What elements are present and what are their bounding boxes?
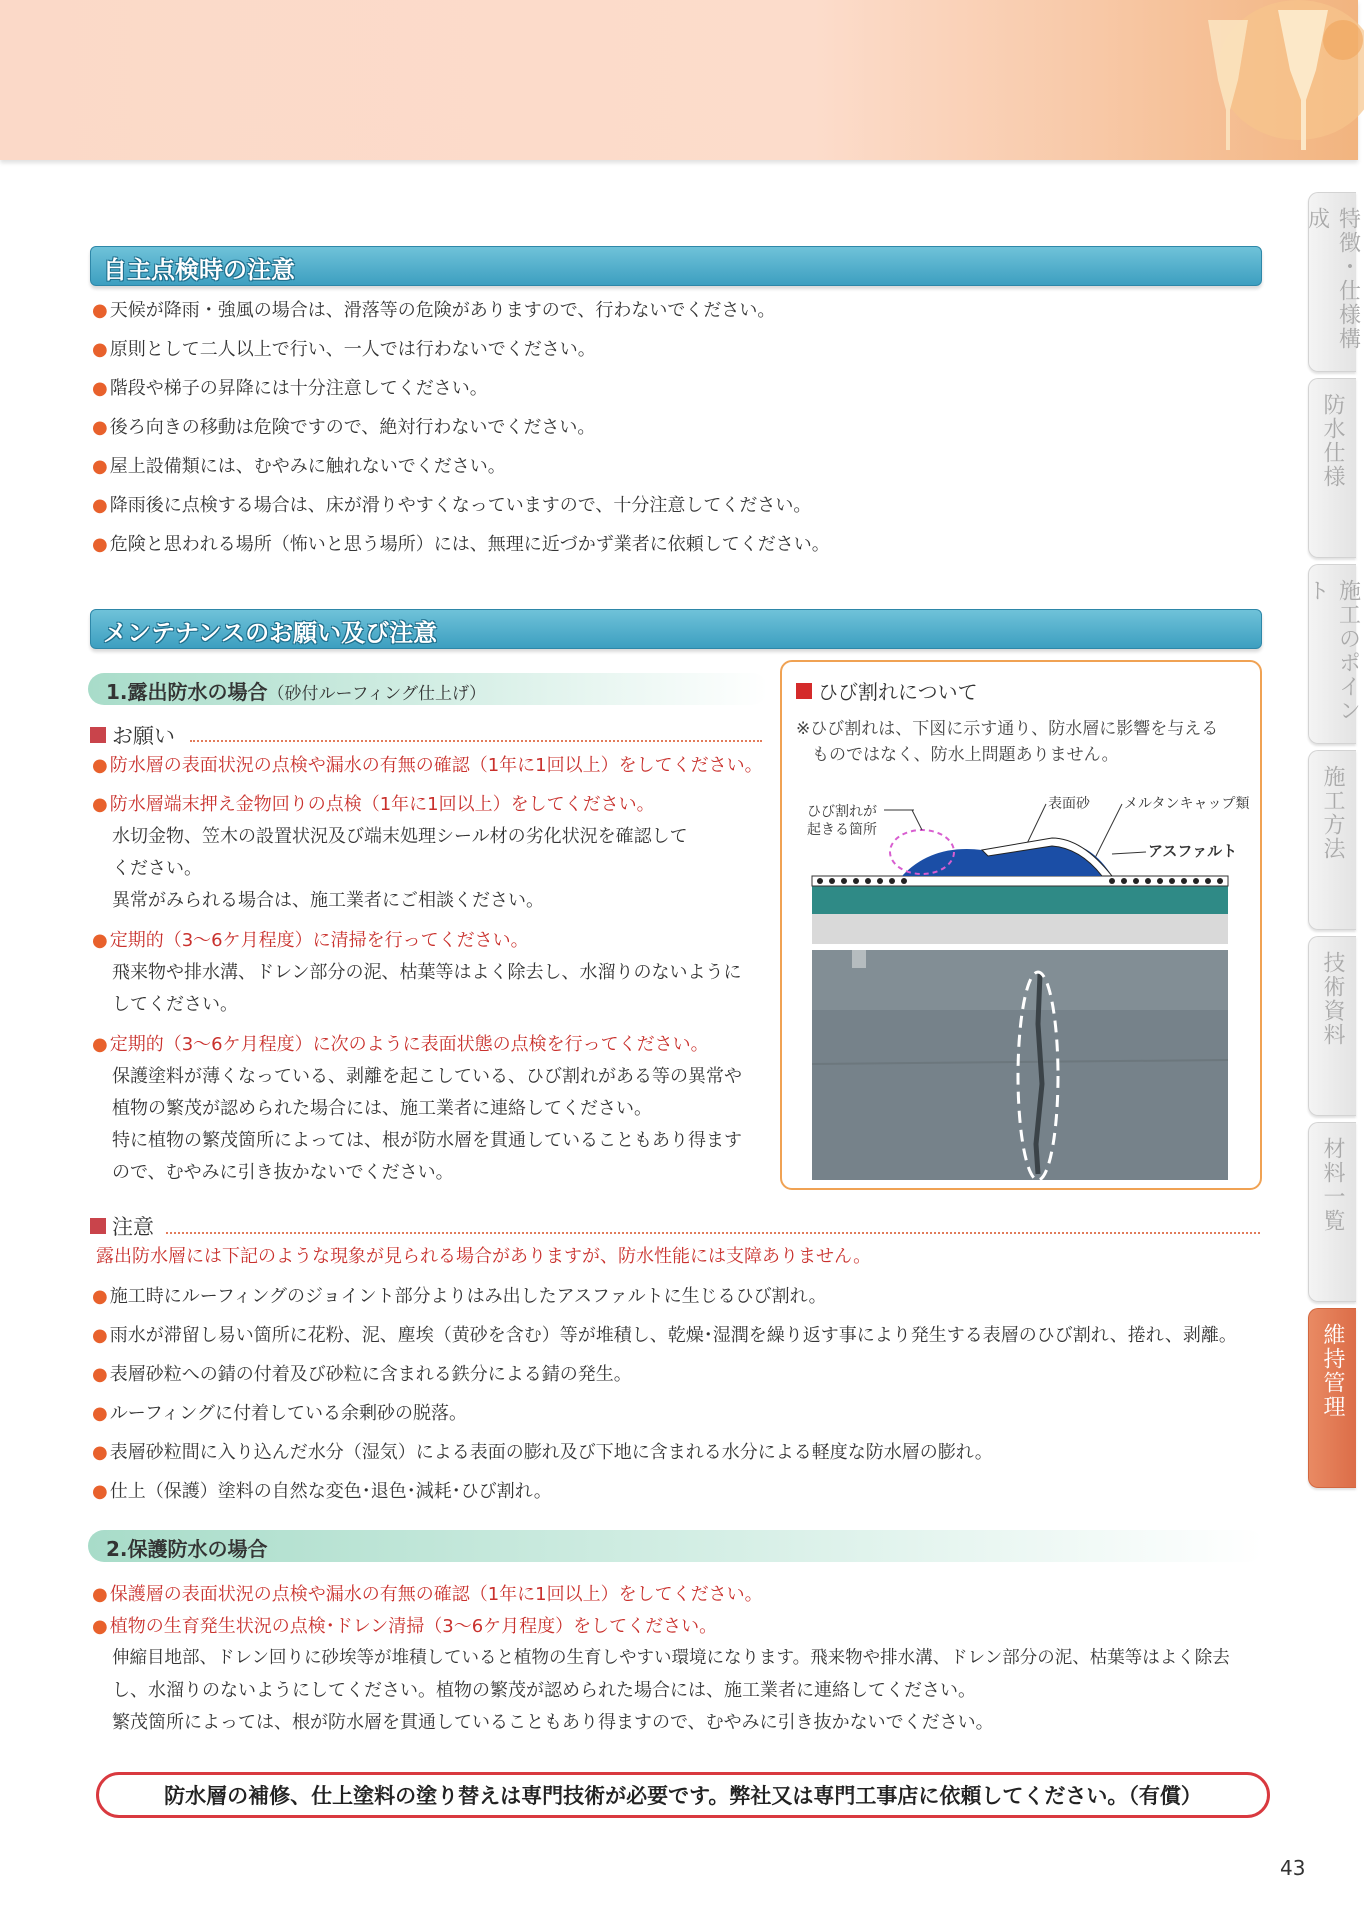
subsection-title [106,676,486,705]
list-item [92,1438,993,1464]
list-item [92,790,655,816]
bullet-icon: ● [92,417,108,438]
request-heading [90,720,175,750]
bullet-icon: ● [92,1034,108,1055]
side-tab-label: 技術資料 [1320,951,1345,1047]
paragraph-line: 異常がみられる場合は、施工業者にご相談ください。 [112,890,544,911]
crack-info-box [780,660,1262,1190]
subsection-title-main: 1.露出防水の場合 [106,680,268,704]
side-tab-label: 材料一覧 [1320,1137,1345,1233]
list-item-text: 雨水が滞留し易い箇所に花粉、泥、塵埃（黄砂を含む）等が堆積し、乾燥･湿潤を繰り返す事により発生する表層のひび割れ、捲れ、剥離。 [109,1325,1237,1346]
side-tab-label: 特徴・仕様構成 [1304,207,1361,351]
list-item [92,1399,467,1425]
side-tab-label: 防水仕様 [1320,393,1345,489]
list-item-text: 後ろ向きの移動は危険ですので、絶対行わないでください。 [109,417,596,438]
list-item [92,1282,827,1308]
header-band [0,0,1358,160]
list-item-text: 危険と思われる場所（怖いと思う場所）には、無理に近づかず業者に依頼してください。 [109,534,830,555]
label-crack-line2: 起きる箇所 [807,822,877,838]
closing-notice [96,1772,1270,1818]
bullet-icon: ● [92,300,108,321]
list-item-text: 防水層端末押え金物回りの点検（1年に1回以上）をしてください。 [109,794,655,815]
caution-lead: 露出防水層には下記のような現象が見られる場合がありますが、防水性能には支障ありません。 [96,1246,872,1267]
list-item [92,1580,763,1606]
side-tab-features[interactable] [1304,192,1361,372]
square-icon [90,1218,106,1234]
divider [190,740,762,742]
side-tab-method[interactable] [1308,750,1356,930]
subsection-header-exposed [88,673,768,705]
crack-title [796,676,978,705]
list-item [92,491,811,517]
bullet-icon: ● [92,534,108,555]
crack-note: ものではなく、防水上問題ありません。 [812,745,1119,765]
list-item [92,374,488,400]
list-item-text: ルーフィングに付着している余剰砂の脱落。 [109,1403,468,1424]
list-item [92,751,763,777]
paragraph-line: 繁茂箇所によっては、根が防水層を貫通していることもあり得ますので、むやみに引き抜かないでください。 [112,1712,994,1733]
list-item [92,926,529,952]
section-title: 自主点検時の注意 [103,256,295,284]
paragraph-line: 特に植物の繁茂箇所によっては、根が防水層を貫通していることもあり得ます [112,1130,742,1151]
square-icon [796,683,812,699]
section-header-maintenance [90,609,1262,649]
bullet-icon: ● [92,755,108,776]
caution-heading-text: 注意 [112,1215,154,1239]
paragraph-line: 伸縮目地部、ドレン回りに砂埃等が堆積していると植物の生育しやすい環境になります。飛来物や排水溝、ドレン部分の泥、枯葉等はよく除去 [112,1648,1230,1668]
list-item-text: 天候が降雨・強風の場合は、滑落等の危険がありますので、行わないでください。 [109,300,776,321]
side-tab-label: 施工のポイント [1304,579,1361,723]
list-item [92,335,596,361]
list-item [92,530,830,556]
paragraph-line: してください。 [112,994,238,1015]
crack-note: ※ひび割れは、下図に示す通り、防水層に影響を与える [796,719,1219,739]
bullet-icon: ● [92,930,108,951]
list-item-text: 表層砂粒間に入り込んだ水分（湿気）による表面の膨れ及び下地に含まれる水分による軽度な防水層の膨れ。 [109,1442,993,1463]
list-item-text: 施工時にルーフィングのジョイント部分よりはみ出したアスファルトに生じるひび割れ。 [109,1286,827,1307]
bullet-icon: ● [92,1584,108,1605]
label-crack-line1: ひび割れが [807,804,877,820]
paragraph-line: し、水溜りのないようにしてください。植物の繁茂が認められた場合には、施工業者に連絡してください。 [112,1680,976,1701]
list-item [92,1477,552,1503]
section-header-self-inspection [90,246,1262,286]
bullet-icon: ● [92,378,108,399]
request-heading-text: お願い [112,724,175,748]
list-item [92,452,506,478]
page-number: 43 [1280,1856,1306,1880]
list-item-text: 防水層の表面状況の点検や漏水の有無の確認（1年に1回以上）をしてください。 [109,755,763,776]
side-tab-technical[interactable] [1308,936,1356,1116]
list-item-text: 原則として二人以上で行い、一人では行わないでください。 [109,339,596,360]
bullet-icon: ● [92,456,108,477]
list-item-text: 階段や梯子の昇降には十分注意してください。 [109,378,488,399]
bullet-icon: ● [92,339,108,360]
label-surface-sand: 表面砂 [1048,796,1090,812]
paragraph-line: 水切金物、笠木の設置状況及び端末処理シール材の劣化状況を確認して [112,826,688,847]
side-tab-maintenance[interactable] [1308,1308,1356,1488]
caution-heading [90,1211,154,1241]
crack-cross-section-diagram [807,764,1250,1184]
bullet-icon: ● [92,1616,108,1637]
list-item [92,1360,632,1386]
list-item [92,1612,717,1638]
side-tab-materials[interactable] [1308,1122,1356,1302]
list-item-text: 植物の生育発生状況の点検･ドレン清掃（3～6ケ月程度）をしてください。 [109,1616,718,1637]
paragraph-line: 保護塗料が薄くなっている、剥離を起こしている、ひび割れがある等の異常や [112,1066,742,1087]
paragraph-line: ので、むやみに引き抜かないでください。 [112,1162,454,1183]
list-item-text: 仕上（保護）塗料の自然な変色･退色･減耗･ひび割れ。 [109,1481,552,1502]
bullet-icon: ● [92,495,108,516]
list-item-text: 保護層の表面状況の点検や漏水の有無の確認（1年に1回以上）をしてください。 [109,1584,763,1605]
list-item-text: 降雨後に点検する場合は、床が滑りやすくなっていますので、十分注意してください。 [109,495,812,516]
list-item [92,1030,709,1056]
divider [166,1232,1260,1234]
paragraph-line: 飛来物や排水溝、ドレン部分の泥、枯葉等はよく除去し、水溜りのないように [112,962,742,983]
paragraph-line: 植物の繁茂が認められた場合には、施工業者に連絡してください。 [112,1098,652,1119]
side-tab-label: 施工方法 [1320,765,1345,861]
square-icon [90,727,106,743]
subsection-title: 2.保護防水の場合 [106,1537,268,1561]
bullet-icon: ● [92,1286,108,1307]
closing-notice-text: 防水層の補修、仕上塗料の塗り替えは専門技術が必要です。弊社又は専門工事店に依頼してください。（有償） [164,1784,1202,1808]
list-item [92,1321,1237,1347]
side-tab-label: 維持管理 [1320,1323,1345,1419]
list-item-text: 定期的（3～6ケ月程度）に次のように表面状態の点検を行ってください。 [109,1034,709,1055]
subsection-subtitle: （砂付ルーフィング仕上げ） [267,684,486,704]
bullet-icon: ● [92,1364,108,1385]
bullet-icon: ● [92,1442,108,1463]
side-tab-spec[interactable] [1308,378,1356,558]
label-cap: メルタンキャップ類 [1124,796,1250,812]
section-title: メンテナンスのお願い及び注意 [103,619,438,647]
side-tab-points[interactable] [1304,564,1361,744]
list-item-text: 表層砂粒への錆の付着及び砂粒に含まれる鉄分による錆の発生。 [109,1364,632,1385]
bullet-icon: ● [92,794,108,815]
glass-decoration-icon [1138,0,1358,160]
bullet-icon: ● [92,1403,108,1424]
list-item [92,296,775,322]
bullet-icon: ● [92,1325,108,1346]
crack-title-text: ひび割れについて [818,680,978,704]
bullet-icon: ● [92,1481,108,1502]
label-asphalt: アスファルト [1148,842,1238,860]
list-item [92,413,595,439]
paragraph-line: ください。 [112,858,202,879]
subsection-header-protected [88,1530,1264,1562]
list-item-text: 屋上設備類には、むやみに触れないでください。 [109,456,506,477]
list-item-text: 定期的（3～6ケ月程度）に清掃を行ってください。 [109,930,529,951]
